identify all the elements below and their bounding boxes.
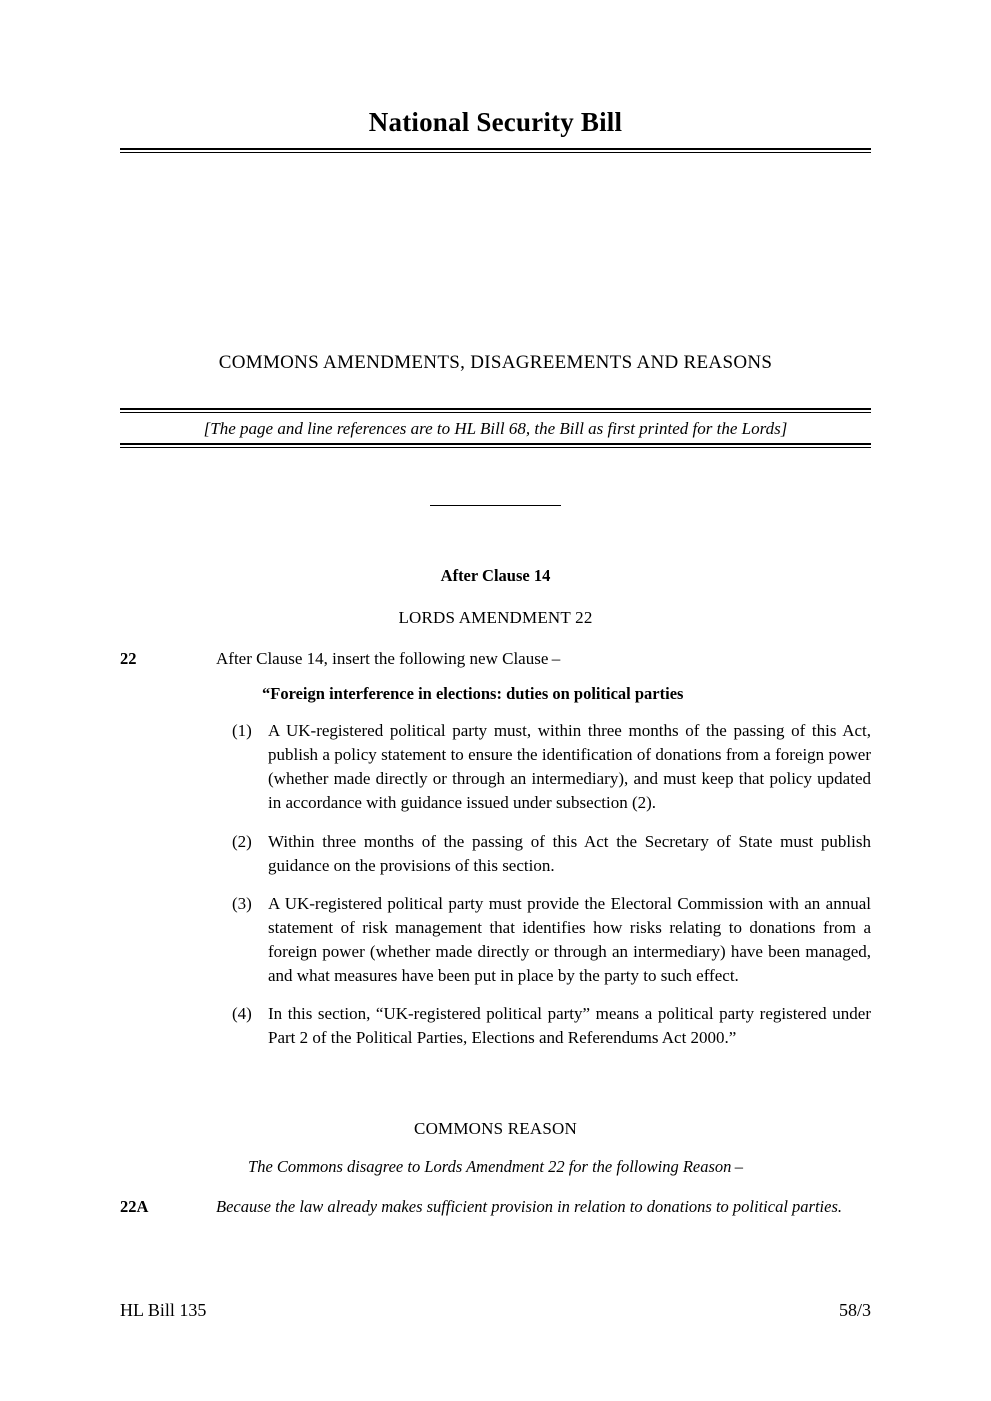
section-heading-block [120, 352, 871, 375]
new-clause-title-block [120, 683, 871, 704]
subsection-number: (1) [232, 721, 252, 740]
new-clause-title: “Foreign interference in elections: duties on political parties [262, 684, 684, 703]
footer-page-reference: 58/3 [838, 1300, 871, 1321]
reference-note: [The page and line references are to HL Bill 68, the Bill as first printed for the Lords] [203, 419, 788, 438]
marker-row [120, 1196, 871, 1218]
amendment-marker: 22 [120, 649, 137, 668]
subsection-text: A UK-registered political party must provide the Electoral Commission with an annual statement of risk management that identifies how risks relating to donations from a foreign power (whether made directly or through an intermediary) have been managed, and what measures have been put in place by the party to such effect. [268, 893, 871, 986]
page-title: National Security Bill [368, 107, 623, 137]
subsection-number: (2) [232, 831, 252, 851]
section-divider [120, 505, 871, 506]
double-rule [120, 408, 871, 413]
subsection-text: In this section, “UK-registered political party” means a political party registered under Part 2 of the Political Parties, Elections and Referendums Act 2000.” [268, 1004, 871, 1048]
double-rule [120, 148, 871, 153]
reference-note-block [120, 419, 871, 439]
subsection-item [232, 830, 871, 878]
clause-heading: After Clause 14 [440, 566, 551, 585]
title-rule [120, 148, 871, 153]
note-rule-top [120, 408, 871, 413]
subsections-list [120, 719, 871, 1051]
note-rule-bottom [120, 443, 871, 448]
page-footer [120, 1300, 871, 1322]
subsection-item [232, 719, 871, 816]
subsection-number: (4) [232, 1004, 252, 1024]
amendment-intro-text: After Clause 14, insert the following new Clause – [216, 649, 561, 668]
commons-reason-lead-in: The Commons disagree to Lords Amendment 22 for the following Reason – [248, 1157, 743, 1176]
subsection-text: Within three months of the passing of this Act the Secretary of State must publish guidance on the provisions of this section. [268, 831, 871, 875]
commons-reason-heading-block [120, 1119, 871, 1139]
commons-reason-marker: 22A [120, 1197, 149, 1216]
commons-reason-heading: COMMONS REASON [414, 1119, 577, 1138]
commons-reason-body-row [120, 1196, 871, 1218]
commons-reason-lead-block [120, 1157, 871, 1177]
subsection-text: A UK-registered political party must, within three months of the passing of this Act, publish a policy statement to ensure the identification of donations from a foreign power (whether made directly or through an intermediary), and must keep that policy updated in accordance with guidance issued under subsection (2). [268, 721, 871, 813]
subsection-item [232, 1002, 871, 1050]
amendment-label: LORDS AMENDMENT 22 [398, 608, 593, 627]
section-heading: COMMONS AMENDMENTS, DISAGREEMENTS AND REASONS [218, 352, 773, 373]
footer-bill-number: HL Bill 135 [120, 1300, 207, 1321]
clause-heading-block [120, 566, 871, 586]
amendment-label-block [120, 608, 871, 628]
short-rule [430, 505, 561, 506]
double-rule [120, 443, 871, 448]
commons-reason-text: Because the law already makes sufficient provision in relation to donations to political parties. [216, 1197, 843, 1216]
subsection-item [232, 892, 871, 989]
subsection-number: (3) [232, 893, 252, 913]
marker-row [120, 648, 871, 671]
amendment-intro-row [120, 648, 871, 671]
page-title-block [120, 108, 871, 138]
